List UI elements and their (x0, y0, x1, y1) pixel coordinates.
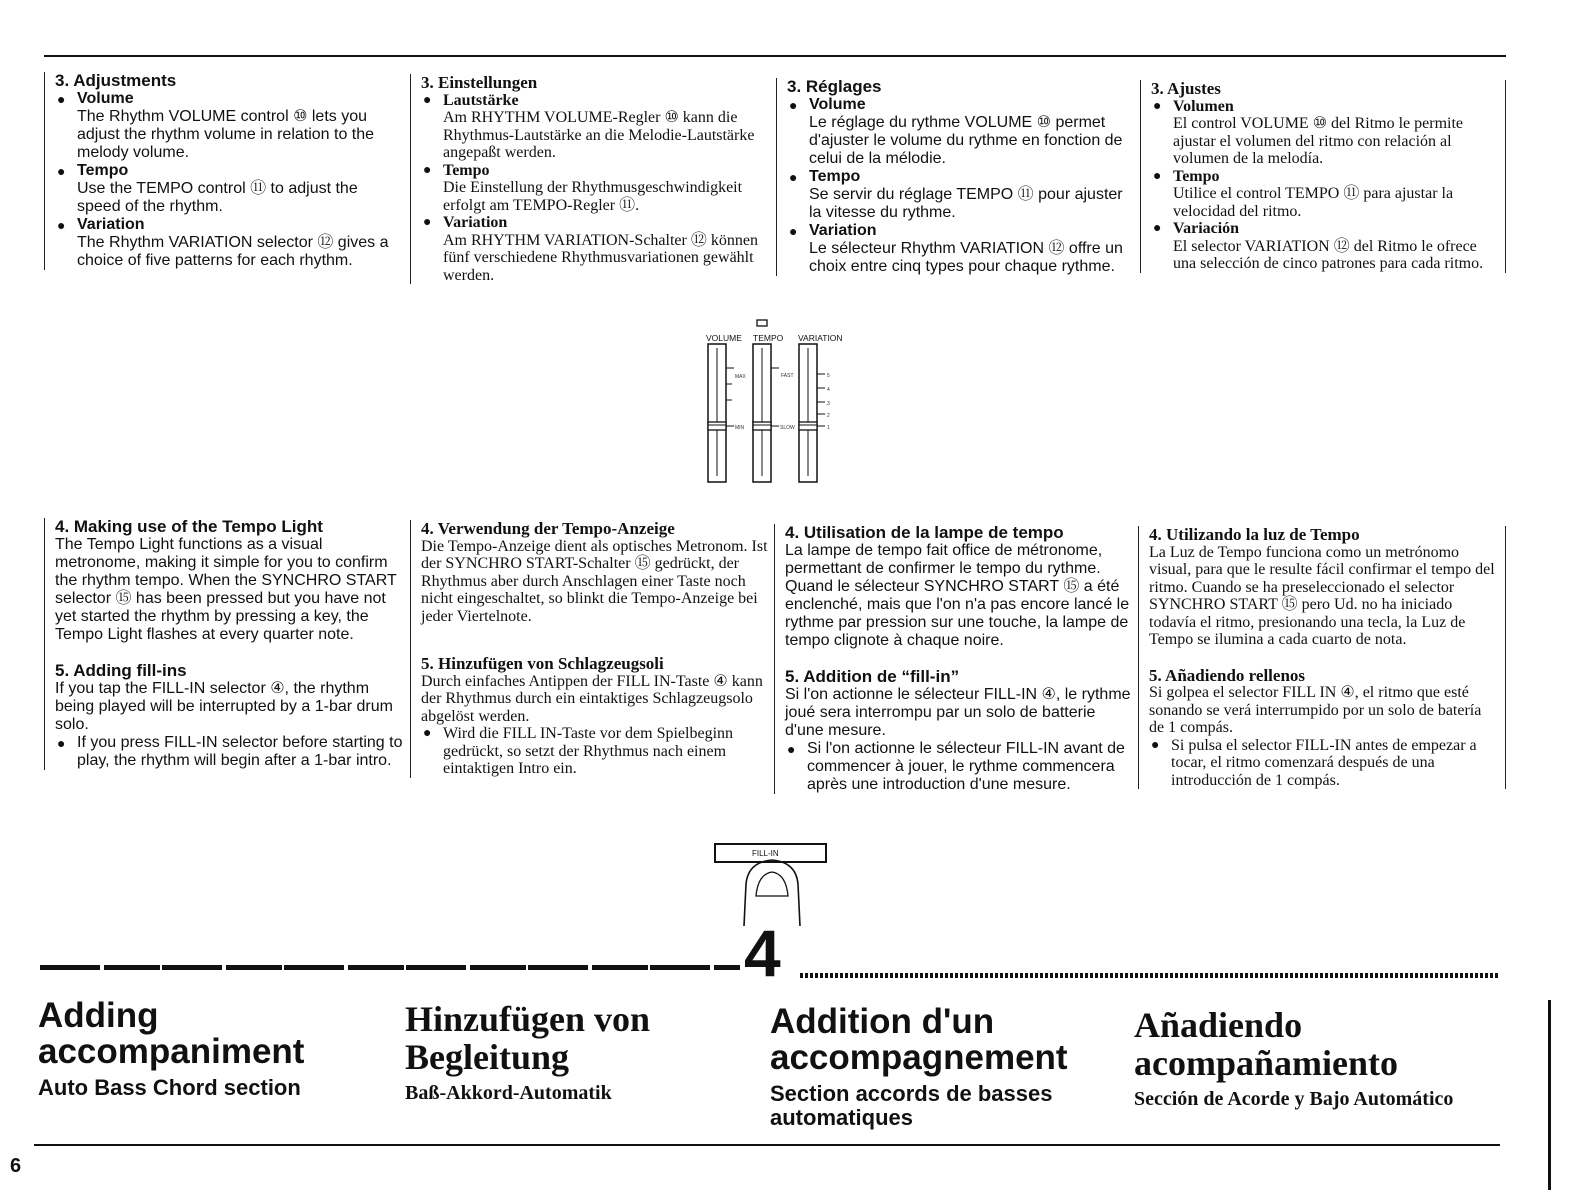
paragraph: La Luz de Tempo funciona como un metrónomo visual, para que le resulte fácil confirmar el tempo del ritmo. Cuando se ha preseleccionado el selector SYNCHRO START ⑮ pero Ud. no ha iniciado todavía el ritmo, presionando una tecla, la Luz de Tempo se ilumina a cada cuarto de nota. (1149, 543, 1495, 648)
paragraph: Si golpea el selector FILL IN ④, el ritmo que esté sonando se verá interrumpido por un solo de batería de 1 compás. (1149, 684, 1482, 736)
section-title: 4. Verwendung der Tempo-Anzeige (421, 519, 675, 538)
variation-mark-2: 2 (827, 413, 830, 419)
heading-title: Hinzufügen von Begleitung (405, 999, 651, 1077)
paragraph: La lampe de tempo fait office de métronome, permettant de confirmer le tempo du rythme. Quand le sélecteur SYNCHRO START ⑮ a été enclenché, mais que l'on n'a pas encore lancé le rythme par pression sur une touche, la lampe de tempo clignote à chaque noire. (785, 542, 1130, 649)
tempo-light-icon (757, 320, 767, 326)
variation-mark-3: 3 (827, 401, 830, 407)
subsection-label: ● Volume (55, 90, 403, 108)
subsection-label: ● Variation (421, 214, 769, 232)
column-spanish-adjustments (1140, 80, 1506, 273)
paragraph: El selector VARIATION ⑫ del Ritmo le ofrece una selección de cinco patrones para cada ritmo. (1173, 237, 1484, 272)
heading-spanish (1134, 1006, 1490, 1111)
variation-mark-1: 1 (827, 425, 830, 431)
bottom-rule (34, 1144, 1500, 1146)
heading-english (38, 998, 388, 1100)
edge-mark (1548, 1000, 1551, 1190)
subsection-label: ● Tempo (1151, 168, 1497, 186)
section-title: 5. Hinzufügen von Schlagzeugsoli (421, 654, 664, 673)
variation-mark-4: 4 (827, 387, 830, 393)
section-title: 3. Ajustes (1151, 79, 1221, 98)
top-rule (44, 55, 1506, 57)
paragraph: Am RHYTHM VOLUME-Regler ⑩ kann die Rhythmus-Lautstärke an die Melodie-Lautstärke angepaßt werden. (443, 109, 755, 161)
tempo-slider-knob (753, 422, 771, 430)
paragraph: Die Tempo-Anzeige dient als optisches Metronom. Ist der SYNCHRO START-Schalter ⑮ gedrückt, der Rhythmus aber durch Anschlagen einer Taste noch nicht eingeschaltet, so blinkt die Tempo-Anzeige bei jeder Viertelnote. (421, 537, 768, 625)
paragraph: Se servir du réglage TEMPO ⑪ pour ajuster la vitesse du rythme. (809, 186, 1123, 221)
subsection-label: ● Volume (787, 96, 1135, 114)
heading-subtitle: Section accords de basses automatiques (770, 1081, 1053, 1130)
paragraph: Use the TEMPO control ⑪ to adjust the speed of the rhythm. (77, 180, 358, 215)
column-english-adjustments (44, 72, 403, 270)
subsection-label: ● Tempo (787, 168, 1135, 186)
paragraph: Si l'on actionne le sélecteur FILL-IN ④, le rythme joué sera interrompu par un solo de batterie d'une mesure. (785, 686, 1131, 739)
tempo-mark-fast: FAST (781, 373, 794, 379)
subsection-label: ● Variation (787, 222, 1135, 240)
bullet-item: ● Wird die FILL IN-Taste vor dem Spielbeginn gedrückt, so setzt der Rhythmus nach einem eintaktigen Intro ein. (421, 725, 769, 778)
column-english-tempo-fill (44, 518, 403, 770)
column-spanish-tempo-fill (1138, 526, 1506, 789)
volume-slider (708, 344, 747, 482)
paragraph: Le sélecteur Rhythm VARIATION ⑫ offre un choix entre cinq types pour chaque rythme. (809, 240, 1123, 275)
rhythm-sliders-figure (700, 318, 860, 486)
bullet-item: ● Si pulsa el selector FILL-IN antes de empezar a tocar, el ritmo comenzará después de una introducción de 1 compás. (1149, 737, 1497, 790)
paragraph: Le réglage du rythme VOLUME ⑩ permet d'ajuster le volume du rythme en fonction de celui de la mélodie. (809, 114, 1123, 167)
slider-label-tempo: TEMPO (753, 333, 784, 343)
section-title: 5. Añadiendo rellenos (1149, 665, 1306, 685)
paragraph: The Tempo Light functions as a visual metronome, making it simple for you to confirm the rhythm tempo. When the SYNCHRO START selector ⑮ has been pressed but you have not yet started the rhythm by pressing a key, the Tempo Light flashes at every quarter note. (55, 536, 397, 643)
heading-title: Adding accompaniment (38, 996, 305, 1071)
column-german-tempo-fill (410, 520, 769, 778)
variation-slider-knob (799, 422, 817, 430)
page-number: 6 (10, 1155, 22, 1177)
subsection-label: ● Tempo (421, 162, 769, 180)
subsection-label: ● Lautstärke (421, 92, 769, 110)
chapter-divider-right (800, 973, 1500, 978)
tempo-mark-slow: SLOW (780, 425, 795, 431)
bullet-item: ● Si l'on actionne le sélecteur FILL-IN avant de commencer à jouer, le rythme commencera après une introduction d'une mesure. (785, 740, 1135, 794)
section-title: 3. Einstellungen (421, 73, 538, 92)
subsection-label: ● Variation (55, 216, 403, 234)
slider-label-variation: VARIATION (798, 333, 843, 343)
section-title: 4. Utilisation de la lampe de tempo (785, 523, 1064, 542)
column-french-adjustments (776, 78, 1135, 276)
heading-subtitle: Auto Bass Chord section (38, 1075, 301, 1100)
paragraph: If you tap the FILL-IN selector ④, the rhythm being played will be interrupted by a 1-bar drum solo. (55, 680, 393, 733)
column-french-tempo-fill (774, 524, 1135, 794)
paragraph: Durch einfaches Antippen der FILL IN-Taste ④ kann der Rhythmus durch ein eintaktiges Schlagzeugsolo abgelöst werden. (421, 672, 763, 725)
section-title: 3. Réglages (787, 77, 882, 96)
tempo-slider (753, 344, 795, 482)
section-title: 4. Utilizando la luz de Tempo (1149, 525, 1360, 544)
bullet-item: ● If you press FILL-IN selector before starting to play, the rhythm will begin after a 1-bar intro. (55, 734, 403, 770)
paragraph: Am RHYTHM VARIATION-Schalter ⑫ können fünf verschiedene Rhythmusvariationen gewählt werden. (443, 231, 758, 284)
heading-german (405, 1000, 755, 1105)
subsection-label: ● Tempo (55, 162, 403, 180)
variation-slider (799, 344, 830, 482)
subsection-label: ● Volumen (1151, 98, 1497, 116)
heading-french (770, 1004, 1120, 1130)
fill-in-label: FILL-IN (752, 849, 779, 858)
subsection-label: ● Variación (1151, 220, 1497, 238)
heading-subtitle: Sección de Acorde y Bajo Automático (1134, 1088, 1454, 1110)
chapter-divider-left (40, 965, 740, 970)
section-title: 5. Adding fill-ins (55, 661, 187, 680)
section-title: 5. Addition de “fill-in” (785, 667, 960, 686)
heading-title: Addition d'un accompagnement (770, 1002, 1068, 1077)
chapter-number: 4 (744, 916, 781, 990)
section-title: 3. Adjustments (55, 71, 177, 90)
heading-subtitle: Baß-Akkord-Automatik (405, 1082, 612, 1104)
column-german-adjustments (410, 74, 769, 284)
paragraph: Die Einstellung der Rhythmusgeschwindigkeit erfolgt am TEMPO-Regler ⑪. (443, 179, 743, 214)
volume-mark-min: MIN (735, 425, 745, 431)
section-title: 4. Making use of the Tempo Light (55, 517, 323, 536)
paragraph: Utilice el control TEMPO ⑪ para ajustar la velocidad del ritmo. (1173, 185, 1454, 220)
paragraph: The Rhythm VOLUME control ⑩ lets you adjust the rhythm volume in relation to the melody volume. (77, 108, 375, 161)
volume-slider-knob (708, 422, 726, 430)
paragraph: The Rhythm VARIATION selector ⑫ gives a choice of five patterns for each rhythm. (77, 234, 389, 269)
paragraph: El control VOLUME ⑩ del Ritmo le permite ajustar el volumen del ritmo con relación al volumen de la melodía. (1173, 115, 1463, 167)
heading-title: Añadiendo acompañamiento (1134, 1005, 1398, 1083)
slider-label-volume: VOLUME (706, 333, 742, 343)
volume-mark-max: MAX (735, 374, 746, 380)
variation-mark-5: 5 (827, 373, 830, 379)
